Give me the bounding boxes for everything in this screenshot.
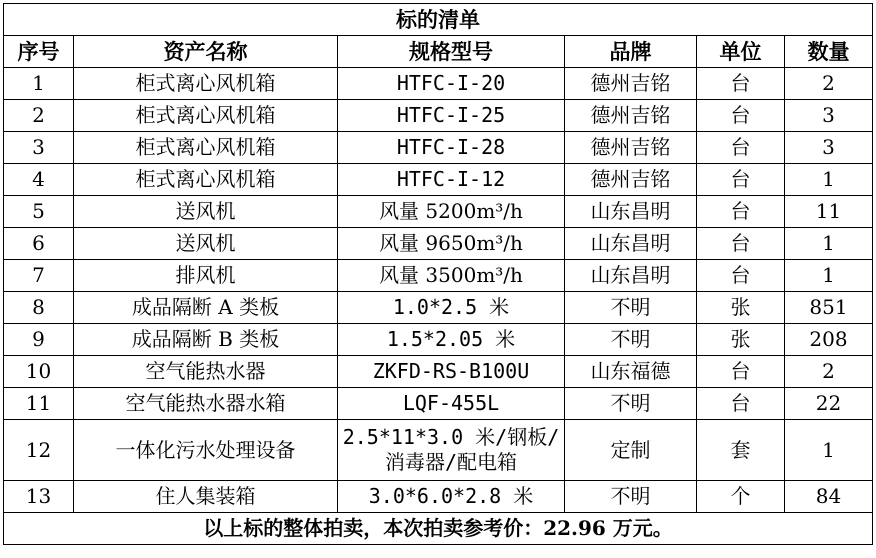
header-row (4, 36, 873, 68)
cell-brand: 不明 (565, 324, 697, 356)
cell-unit: 台 (697, 260, 785, 292)
table-row (4, 388, 873, 420)
table-row (4, 68, 873, 100)
cell-name: 住人集装箱 (74, 481, 338, 513)
cell-spec: HTFC-I-25 (338, 100, 565, 132)
cell-qty: 11 (785, 196, 873, 228)
cell-unit: 台 (697, 388, 785, 420)
cell-brand: 山东福德 (565, 356, 697, 388)
cell-spec: 2.5*11*3.0 米/钢板/消毒器/配电箱 (338, 420, 565, 481)
cell-name: 成品隔断 B 类板 (74, 324, 338, 356)
header-name: 资产名称 (74, 36, 338, 68)
cell-spec: 3.0*6.0*2.8 米 (338, 481, 565, 513)
cell-name: 柜式离心风机箱 (74, 132, 338, 164)
cell-brand: 德州吉铭 (565, 100, 697, 132)
cell-unit: 张 (697, 292, 785, 324)
cell-no: 10 (4, 356, 74, 388)
cell-qty: 3 (785, 100, 873, 132)
table-row (4, 324, 873, 356)
cell-no: 8 (4, 292, 74, 324)
table-title: 标的清单 (4, 4, 873, 36)
cell-spec: 风量 3500m³/h (338, 260, 565, 292)
table-row (4, 481, 873, 513)
cell-brand: 定制 (565, 420, 697, 481)
cell-spec: HTFC-I-12 (338, 164, 565, 196)
cell-brand: 山东昌明 (565, 260, 697, 292)
cell-unit: 台 (697, 100, 785, 132)
cell-name: 空气能热水器水箱 (74, 388, 338, 420)
reference-price-note: 以上标的整体拍卖，本次拍卖参考价：22.96 万元。 (4, 513, 873, 545)
cell-unit: 台 (697, 164, 785, 196)
header-spec: 规格型号 (338, 36, 565, 68)
cell-brand: 不明 (565, 481, 697, 513)
header-qty: 数量 (785, 36, 873, 68)
cell-name: 成品隔断 A 类板 (74, 292, 338, 324)
title-row (4, 4, 873, 36)
cell-name: 柜式离心风机箱 (74, 68, 338, 100)
asset-list-table (3, 3, 873, 545)
cell-qty: 208 (785, 324, 873, 356)
cell-brand: 德州吉铭 (565, 164, 697, 196)
cell-unit: 台 (697, 356, 785, 388)
cell-unit: 台 (697, 228, 785, 260)
cell-spec: 风量 9650m³/h (338, 228, 565, 260)
cell-spec: 1.0*2.5 米 (338, 292, 565, 324)
header-no: 序号 (4, 36, 74, 68)
cell-qty: 84 (785, 481, 873, 513)
cell-qty: 1 (785, 420, 873, 481)
header-brand: 品牌 (565, 36, 697, 68)
cell-brand: 德州吉铭 (565, 132, 697, 164)
cell-unit: 个 (697, 481, 785, 513)
cell-spec: ZKFD-RS-B100U (338, 356, 565, 388)
table-row (4, 132, 873, 164)
cell-qty: 2 (785, 68, 873, 100)
cell-no: 2 (4, 100, 74, 132)
cell-spec: 风量 5200m³/h (338, 196, 565, 228)
cell-spec: LQF-455L (338, 388, 565, 420)
cell-no: 7 (4, 260, 74, 292)
cell-unit: 台 (697, 196, 785, 228)
cell-unit: 台 (697, 68, 785, 100)
cell-qty: 1 (785, 164, 873, 196)
cell-brand: 不明 (565, 388, 697, 420)
cell-name: 送风机 (74, 196, 338, 228)
cell-no: 11 (4, 388, 74, 420)
cell-spec: 1.5*2.05 米 (338, 324, 565, 356)
cell-qty: 851 (785, 292, 873, 324)
cell-unit: 张 (697, 324, 785, 356)
cell-qty: 1 (785, 228, 873, 260)
cell-no: 9 (4, 324, 74, 356)
cell-name: 柜式离心风机箱 (74, 100, 338, 132)
cell-name: 柜式离心风机箱 (74, 164, 338, 196)
cell-name: 空气能热水器 (74, 356, 338, 388)
cell-brand: 德州吉铭 (565, 68, 697, 100)
cell-brand: 不明 (565, 292, 697, 324)
cell-no: 6 (4, 228, 74, 260)
cell-brand: 山东昌明 (565, 196, 697, 228)
cell-spec: HTFC-I-20 (338, 68, 565, 100)
cell-no: 5 (4, 196, 74, 228)
table-row (4, 260, 873, 292)
cell-no: 4 (4, 164, 74, 196)
cell-qty: 22 (785, 388, 873, 420)
cell-name: 一体化污水处理设备 (74, 420, 338, 481)
cell-unit: 套 (697, 420, 785, 481)
cell-brand: 山东昌明 (565, 228, 697, 260)
cell-no: 3 (4, 132, 74, 164)
cell-no: 1 (4, 68, 74, 100)
table-row (4, 420, 873, 481)
cell-unit: 台 (697, 132, 785, 164)
cell-qty: 2 (785, 356, 873, 388)
cell-name: 送风机 (74, 228, 338, 260)
cell-no: 12 (4, 420, 74, 481)
footer-row (4, 513, 873, 545)
table-row (4, 196, 873, 228)
cell-no: 13 (4, 481, 74, 513)
cell-name: 排风机 (74, 260, 338, 292)
table-row (4, 228, 873, 260)
table-row (4, 356, 873, 388)
cell-qty: 1 (785, 260, 873, 292)
table-row (4, 292, 873, 324)
header-unit: 单位 (697, 36, 785, 68)
table-row (4, 100, 873, 132)
cell-spec: HTFC-I-28 (338, 132, 565, 164)
cell-qty: 3 (785, 132, 873, 164)
table-row (4, 164, 873, 196)
